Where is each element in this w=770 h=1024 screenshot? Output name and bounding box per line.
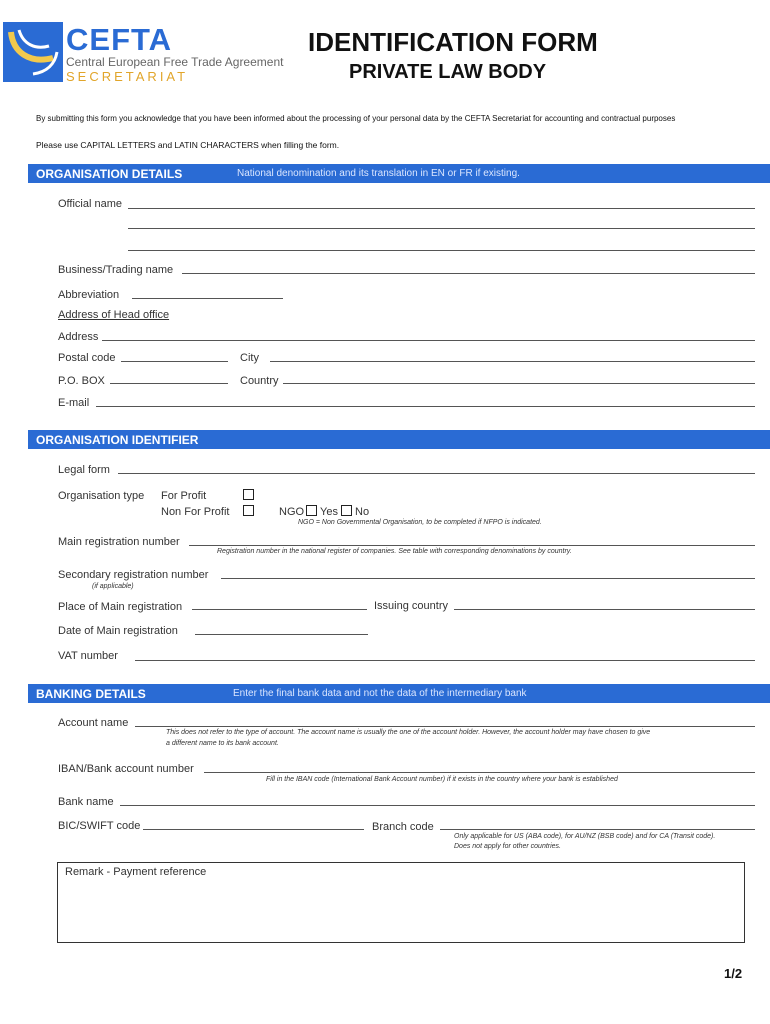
official-name-field[interactable] [128, 208, 755, 209]
section-title: BANKING DETAILS [36, 687, 146, 701]
ngo-hint: NGO = Non Governmental Organisation, to be completed if NFPO is indicated. [298, 519, 542, 526]
logo-name: CEFTA [66, 22, 173, 57]
page-subtitle: PRIVATE LAW BODY [349, 61, 547, 83]
cefta-logo [3, 22, 63, 82]
organisation-details-header [28, 164, 770, 183]
head-office-heading: Address of Head office [58, 309, 170, 321]
place-main-registration-field[interactable] [192, 609, 367, 610]
bic-swift-label: BIC/SWIFT code [58, 820, 141, 832]
postal-code-field[interactable] [121, 361, 228, 362]
branch-code-hint-2: Does not apply for other countries. [454, 843, 562, 850]
city-label: City [240, 352, 259, 364]
issuing-country-label: Issuing country [374, 600, 448, 612]
fill-instructions: Please use CAPITAL LETTERS and LATIN CHARACTERS when filling the form. [36, 140, 340, 150]
date-main-registration-label: Date of Main registration [58, 625, 178, 637]
abbreviation-label: Abbreviation [58, 289, 120, 301]
ngo-no-checkbox[interactable] [341, 505, 352, 516]
remark-label: Remark - Payment reference [65, 866, 207, 878]
official-name-field-line-2[interactable] [128, 228, 755, 229]
branch-code-hint: Only applicable for US (ABA code), for AU/NZ (BSB code) and for CA (Transit code). [454, 833, 716, 840]
address-field[interactable] [102, 340, 755, 341]
remark-payment-reference-box[interactable] [57, 862, 745, 943]
ngo-yes-checkbox[interactable] [306, 505, 317, 516]
section-note: Enter the final bank data and not the data of the intermediary bank [233, 688, 527, 699]
ngo-label: NGO [279, 506, 305, 518]
secondary-registration-hint: (if applicable) [92, 583, 134, 590]
date-main-registration-field[interactable] [195, 634, 368, 635]
logo-secretariat: SECRETARIAT [66, 69, 189, 84]
iban-hint: Fill in the IBAN code (International Bank Account number) if it exists in the country where your bank is established [266, 776, 618, 783]
bank-name-label: Bank name [58, 796, 114, 808]
organisation-identifier-header [28, 430, 770, 449]
main-registration-number-label: Main registration number [58, 536, 180, 548]
postal-code-label: Postal code [58, 352, 116, 364]
page-title: IDENTIFICATION FORM [308, 27, 598, 57]
organisation-type-label: Organisation type [58, 490, 145, 502]
account-name-field[interactable] [135, 726, 755, 727]
legal-form-field[interactable] [118, 473, 755, 474]
account-name-label: Account name [58, 717, 129, 729]
banking-details-header [28, 684, 770, 703]
page-number: 1/2 [724, 966, 743, 981]
city-field[interactable] [270, 361, 755, 362]
place-main-registration-label: Place of Main registration [58, 601, 183, 613]
non-for-profit-checkbox[interactable] [243, 505, 254, 516]
section-title: ORGANISATION DETAILS [36, 167, 183, 181]
business-name-label: Business/Trading name [58, 264, 174, 276]
country-field[interactable] [283, 383, 755, 384]
country-label: Country [240, 375, 279, 387]
vat-number-field[interactable] [135, 660, 755, 661]
iban-label: IBAN/Bank account number [58, 763, 194, 775]
secondary-registration-number-field[interactable] [221, 578, 755, 579]
official-name-field-line-3[interactable] [128, 250, 755, 251]
non-for-profit-label: Non For Profit [161, 506, 230, 518]
official-name-label: Official name [58, 198, 122, 210]
branch-code-field[interactable] [440, 829, 755, 830]
email-label: E-mail [58, 397, 90, 409]
secondary-registration-number-label: Secondary registration number [58, 569, 209, 581]
section-title: ORGANISATION IDENTIFIER [36, 433, 199, 447]
bic-swift-field[interactable] [143, 829, 364, 830]
issuing-country-field[interactable] [454, 609, 755, 610]
legal-form-label: Legal form [58, 464, 110, 476]
po-box-label: P.O. BOX [58, 375, 105, 387]
branch-code-label: Branch code [372, 821, 434, 833]
main-registration-number-field[interactable] [189, 545, 755, 546]
ngo-yes-label: Yes [320, 506, 338, 518]
logo-subtitle: Central European Free Trade Agreement [66, 55, 284, 69]
iban-field[interactable] [204, 772, 755, 773]
email-field[interactable] [96, 406, 755, 407]
address-label: Address [58, 331, 99, 343]
main-registration-hint: Registration number in the national register of companies. See table with corresponding denominations by country. [217, 548, 572, 555]
account-name-hint: This does not refer to the type of account. The account name is usually the one of the account holder. However, the account holder may have chosen to give [166, 729, 651, 736]
for-profit-label: For Profit [161, 490, 207, 502]
ngo-no-label: No [355, 506, 370, 518]
cefta-emblem-icon [3, 22, 63, 82]
vat-number-label: VAT number [58, 650, 118, 662]
abbreviation-field[interactable] [132, 298, 283, 299]
for-profit-checkbox[interactable] [243, 489, 254, 500]
account-name-hint-2: a different name to its bank account. [166, 740, 279, 747]
privacy-notice: By submitting this form you acknowledge that you have been informed about the processing of your personal data by the CEFTA Secretariat for accounting and contractual purposes [36, 114, 676, 123]
bank-name-field[interactable] [120, 805, 755, 806]
business-name-field[interactable] [182, 273, 755, 274]
section-note: National denomination and its translation in EN or FR if existing. [237, 168, 520, 179]
po-box-field[interactable] [110, 383, 228, 384]
